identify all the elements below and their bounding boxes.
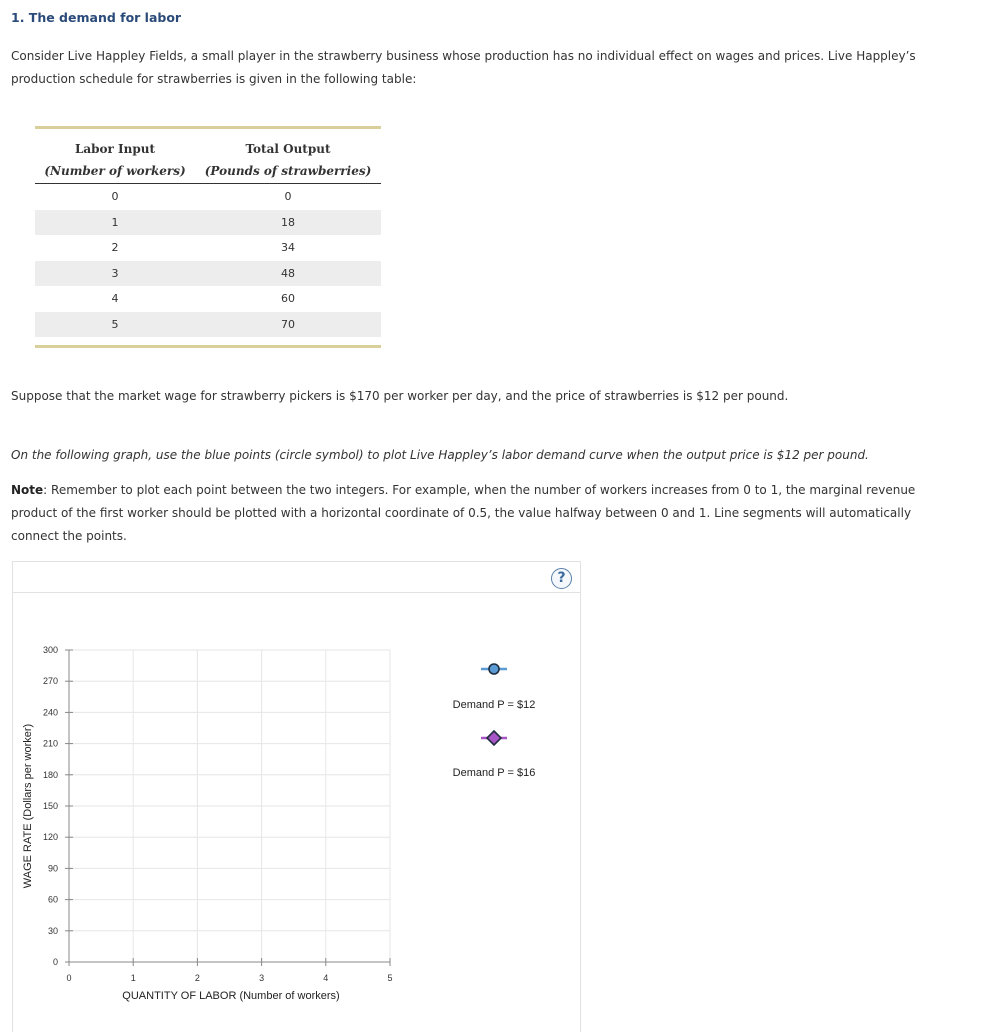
graph-toolbar bbox=[13, 562, 580, 593]
col2-subtitle: (Pounds of strawberries) bbox=[204, 164, 372, 178]
table-header bbox=[35, 129, 381, 184]
legend-label-demand-16: Demand P = $16 bbox=[452, 767, 536, 779]
y-tick-label: 270 bbox=[42, 676, 58, 687]
table-row: 1 18 bbox=[35, 210, 381, 236]
table-row: 4 60 bbox=[111, 292, 295, 305]
y-tick-label: 60 bbox=[47, 894, 58, 905]
note-label: Note bbox=[11, 483, 44, 497]
graph-panel bbox=[12, 561, 581, 1032]
x-tick-label: 3 bbox=[259, 973, 265, 983]
table-row: 3 48 bbox=[35, 261, 381, 287]
y-tick-label: 180 bbox=[42, 769, 58, 780]
note-text: : Remember to plot each point between the two integers. For example, when the number of workers increases from 0 to 1, the marginal revenue product of the first worker should be plotted with a horizontal coordinate of 0.5, the value halfway between 0 and 1. Line segments will automatically connect the points. bbox=[11, 483, 916, 543]
x-tick-label: 1 bbox=[130, 973, 136, 983]
x-tick-label: 2 bbox=[194, 973, 200, 983]
y-tick-label: 90 bbox=[47, 863, 58, 874]
y-tick-label: 300 bbox=[42, 645, 58, 655]
assumption-paragraph: Suppose that the market wage for strawberry pickers is $170 per worker per day, and the price of strawberries is $12 per pound. bbox=[11, 389, 789, 403]
question-title: 1. The demand for labor bbox=[11, 10, 182, 25]
legend-label-demand-12: Demand P = $12 bbox=[452, 699, 536, 711]
intro-paragraph: Consider Live Happley Fields, a small player in the strawberry business whose production has no individual effect on wages and prices. Live Happley’s production schedule for strawberries is given in the following table: bbox=[11, 49, 916, 86]
y-tick-label: 120 bbox=[42, 832, 58, 843]
x-axis-title: QUANTITY OF LABOR (Number of workers) bbox=[122, 990, 340, 1002]
production-table bbox=[35, 126, 381, 348]
instruction-paragraph: On the following graph, use the blue points (circle symbol) to plot Live Happley’s labor demand curve when the output price is $12 per pound. bbox=[11, 448, 869, 462]
x-tick-label: 5 bbox=[387, 973, 393, 983]
y-tick-label: 150 bbox=[42, 801, 58, 811]
y-tick-label: 240 bbox=[42, 707, 58, 718]
x-tick-label: 4 bbox=[323, 973, 329, 983]
y-tick-label: 210 bbox=[42, 738, 58, 749]
y-tick-label: 30 bbox=[47, 925, 58, 936]
table-row: 2 34 bbox=[111, 241, 295, 254]
col1-subtitle: (Number of workers) bbox=[44, 164, 186, 178]
y-tick-label: 0 bbox=[52, 957, 58, 967]
table-row: 0 0 bbox=[111, 190, 292, 203]
col1-title: Labor Input bbox=[74, 142, 156, 156]
table-row: 5 70 bbox=[35, 312, 381, 338]
y-axis-title: WAGE RATE (Dollars per worker) bbox=[22, 723, 34, 889]
note-paragraph bbox=[11, 479, 951, 548]
x-tick-label: 0 bbox=[66, 973, 72, 983]
col2-title: Total Output bbox=[245, 142, 331, 156]
question-circle-icon[interactable]: ? bbox=[551, 568, 572, 589]
